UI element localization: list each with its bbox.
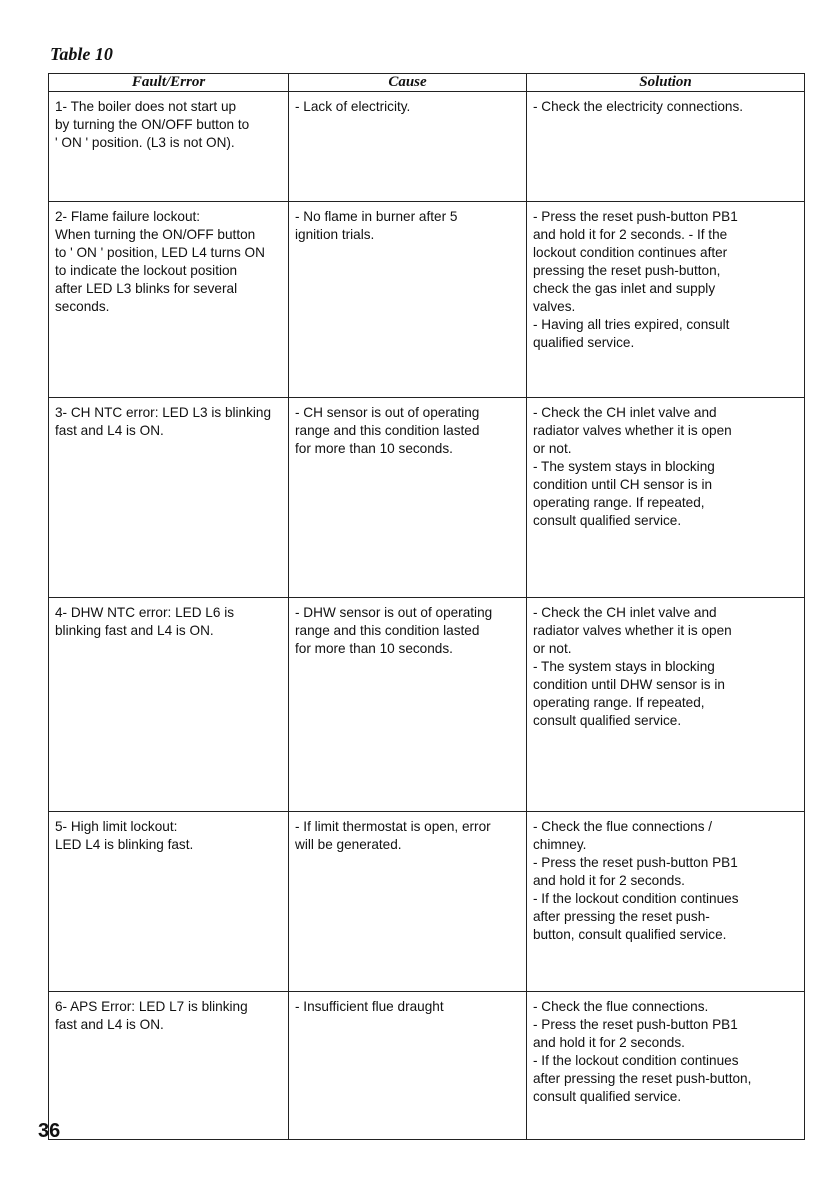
solution-line: and hold it for 2 seconds. - If the <box>533 227 728 242</box>
fault-line: fast and L4 is ON. <box>55 423 164 438</box>
solution-line: after pressing the reset push-button, <box>533 1071 752 1086</box>
cause-line: - CH sensor is out of operating <box>295 405 480 420</box>
solution-line: - The system stays in blocking <box>533 659 715 674</box>
cause-line: - DHW sensor is out of operating <box>295 605 493 620</box>
table-row <box>49 398 805 598</box>
fault-line: 5- High limit lockout: <box>55 819 178 834</box>
solution-line: - Check the flue connections. <box>533 999 709 1014</box>
solution-line: operating range. If repeated, <box>533 495 705 510</box>
solution-line: - Check the CH inlet valve and <box>533 405 717 420</box>
cause-line: - Lack of electricity. <box>295 99 411 114</box>
fault-cell <box>49 598 289 812</box>
cause-line: - No flame in burner after 5 <box>295 209 458 224</box>
header-fault: Fault/Error <box>49 74 289 92</box>
fault-line: 1- The boiler does not start up <box>55 99 237 114</box>
fault-line: blinking fast and L4 is ON. <box>55 623 214 638</box>
fault-line: LED L4 is blinking fast. <box>55 837 194 852</box>
table-title: Table 10 <box>50 44 113 64</box>
solution-line: - Press the reset push-button PB1 <box>533 855 738 870</box>
solution-line: chimney. <box>533 837 587 852</box>
table-row <box>49 812 805 992</box>
fault-line: seconds. <box>55 299 110 314</box>
cause-cell <box>289 398 527 598</box>
solution-line: condition until CH sensor is in <box>533 477 713 492</box>
cause-cell <box>289 92 527 202</box>
cause-cell <box>289 812 527 992</box>
solution-cell <box>527 812 805 992</box>
fault-line: fast and L4 is ON. <box>55 1017 164 1032</box>
fault-line: 2- Flame failure lockout: <box>55 209 201 224</box>
solution-line: valves. <box>533 299 576 314</box>
page-number: 36 <box>38 1120 61 1142</box>
solution-line: - Check the flue connections / <box>533 819 713 834</box>
fault-line: When turning the ON/OFF button <box>55 227 256 242</box>
solution-line: radiator valves whether it is open <box>533 623 732 638</box>
cause-line: for more than 10 seconds. <box>295 441 453 456</box>
cause-line: range and this condition lasted <box>295 623 480 638</box>
solution-line: and hold it for 2 seconds. <box>533 873 685 888</box>
solution-cell <box>527 992 805 1140</box>
fault-cell <box>49 92 289 202</box>
cause-cell <box>289 598 527 812</box>
solution-line: or not. <box>533 641 572 656</box>
solution-line: after pressing the reset push- <box>533 909 710 924</box>
solution-cell <box>527 92 805 202</box>
table-row <box>49 992 805 1140</box>
solution-line: - If the lockout condition continues <box>533 1053 739 1068</box>
solution-cell <box>527 598 805 812</box>
cause-cell <box>289 202 527 398</box>
solution-line: lockout condition continues after <box>533 245 728 260</box>
table-row <box>49 92 805 202</box>
table-row <box>49 598 805 812</box>
fault-line: ' ON ' position. (L3 is not ON). <box>55 135 235 150</box>
fault-line: after LED L3 blinks for several <box>55 281 238 296</box>
fault-line: by turning the ON/OFF button to <box>55 117 250 132</box>
solution-line: button, consult qualified service. <box>533 927 727 942</box>
fault-line: to indicate the lockout position <box>55 263 238 278</box>
fault-line: to ' ON ' position, LED L4 turns ON <box>55 245 265 260</box>
solution-line: - If the lockout condition continues <box>533 891 739 906</box>
solution-cell <box>527 398 805 598</box>
cause-line: - Insufficient flue draught <box>295 999 444 1014</box>
table-row <box>49 202 805 398</box>
fault-cell <box>49 992 289 1140</box>
cause-line: for more than 10 seconds. <box>295 641 453 656</box>
solution-line: and hold it for 2 seconds. <box>533 1035 685 1050</box>
fault-cell <box>49 812 289 992</box>
cause-line: will be generated. <box>295 837 402 852</box>
cause-line: - If limit thermostat is open, error <box>295 819 491 834</box>
solution-line: - The system stays in blocking <box>533 459 715 474</box>
header-solution: Solution <box>527 74 805 92</box>
fault-line: 6- APS Error: LED L7 is blinking <box>55 999 248 1014</box>
solution-line: - Check the electricity connections. <box>533 99 744 114</box>
fault-cell <box>49 398 289 598</box>
fault-cell <box>49 202 289 398</box>
cause-cell <box>289 992 527 1140</box>
solution-line: radiator valves whether it is open <box>533 423 732 438</box>
cause-line: range and this condition lasted <box>295 423 480 438</box>
solution-line: - Press the reset push-button PB1 <box>533 209 738 224</box>
fault-table <box>48 73 805 1140</box>
cause-line: ignition trials. <box>295 227 375 242</box>
solution-line: condition until DHW sensor is in <box>533 677 725 692</box>
solution-line: operating range. If repeated, <box>533 695 705 710</box>
header-cause: Cause <box>289 74 527 92</box>
solution-line: consult qualified service. <box>533 713 682 728</box>
solution-line: consult qualified service. <box>533 1089 682 1104</box>
solution-line: or not. <box>533 441 572 456</box>
header-row <box>49 74 805 92</box>
solution-line: check the gas inlet and supply <box>533 281 716 296</box>
solution-line: pressing the reset push-button, <box>533 263 721 278</box>
solution-line: qualified service. <box>533 335 635 350</box>
solution-line: - Having all tries expired, consult <box>533 317 730 332</box>
solution-line: - Press the reset push-button PB1 <box>533 1017 738 1032</box>
solution-cell <box>527 202 805 398</box>
solution-line: - Check the CH inlet valve and <box>533 605 717 620</box>
fault-line: 4- DHW NTC error: LED L6 is <box>55 605 235 620</box>
solution-line: consult qualified service. <box>533 513 682 528</box>
fault-line: 3- CH NTC error: LED L3 is blinking <box>55 405 272 420</box>
